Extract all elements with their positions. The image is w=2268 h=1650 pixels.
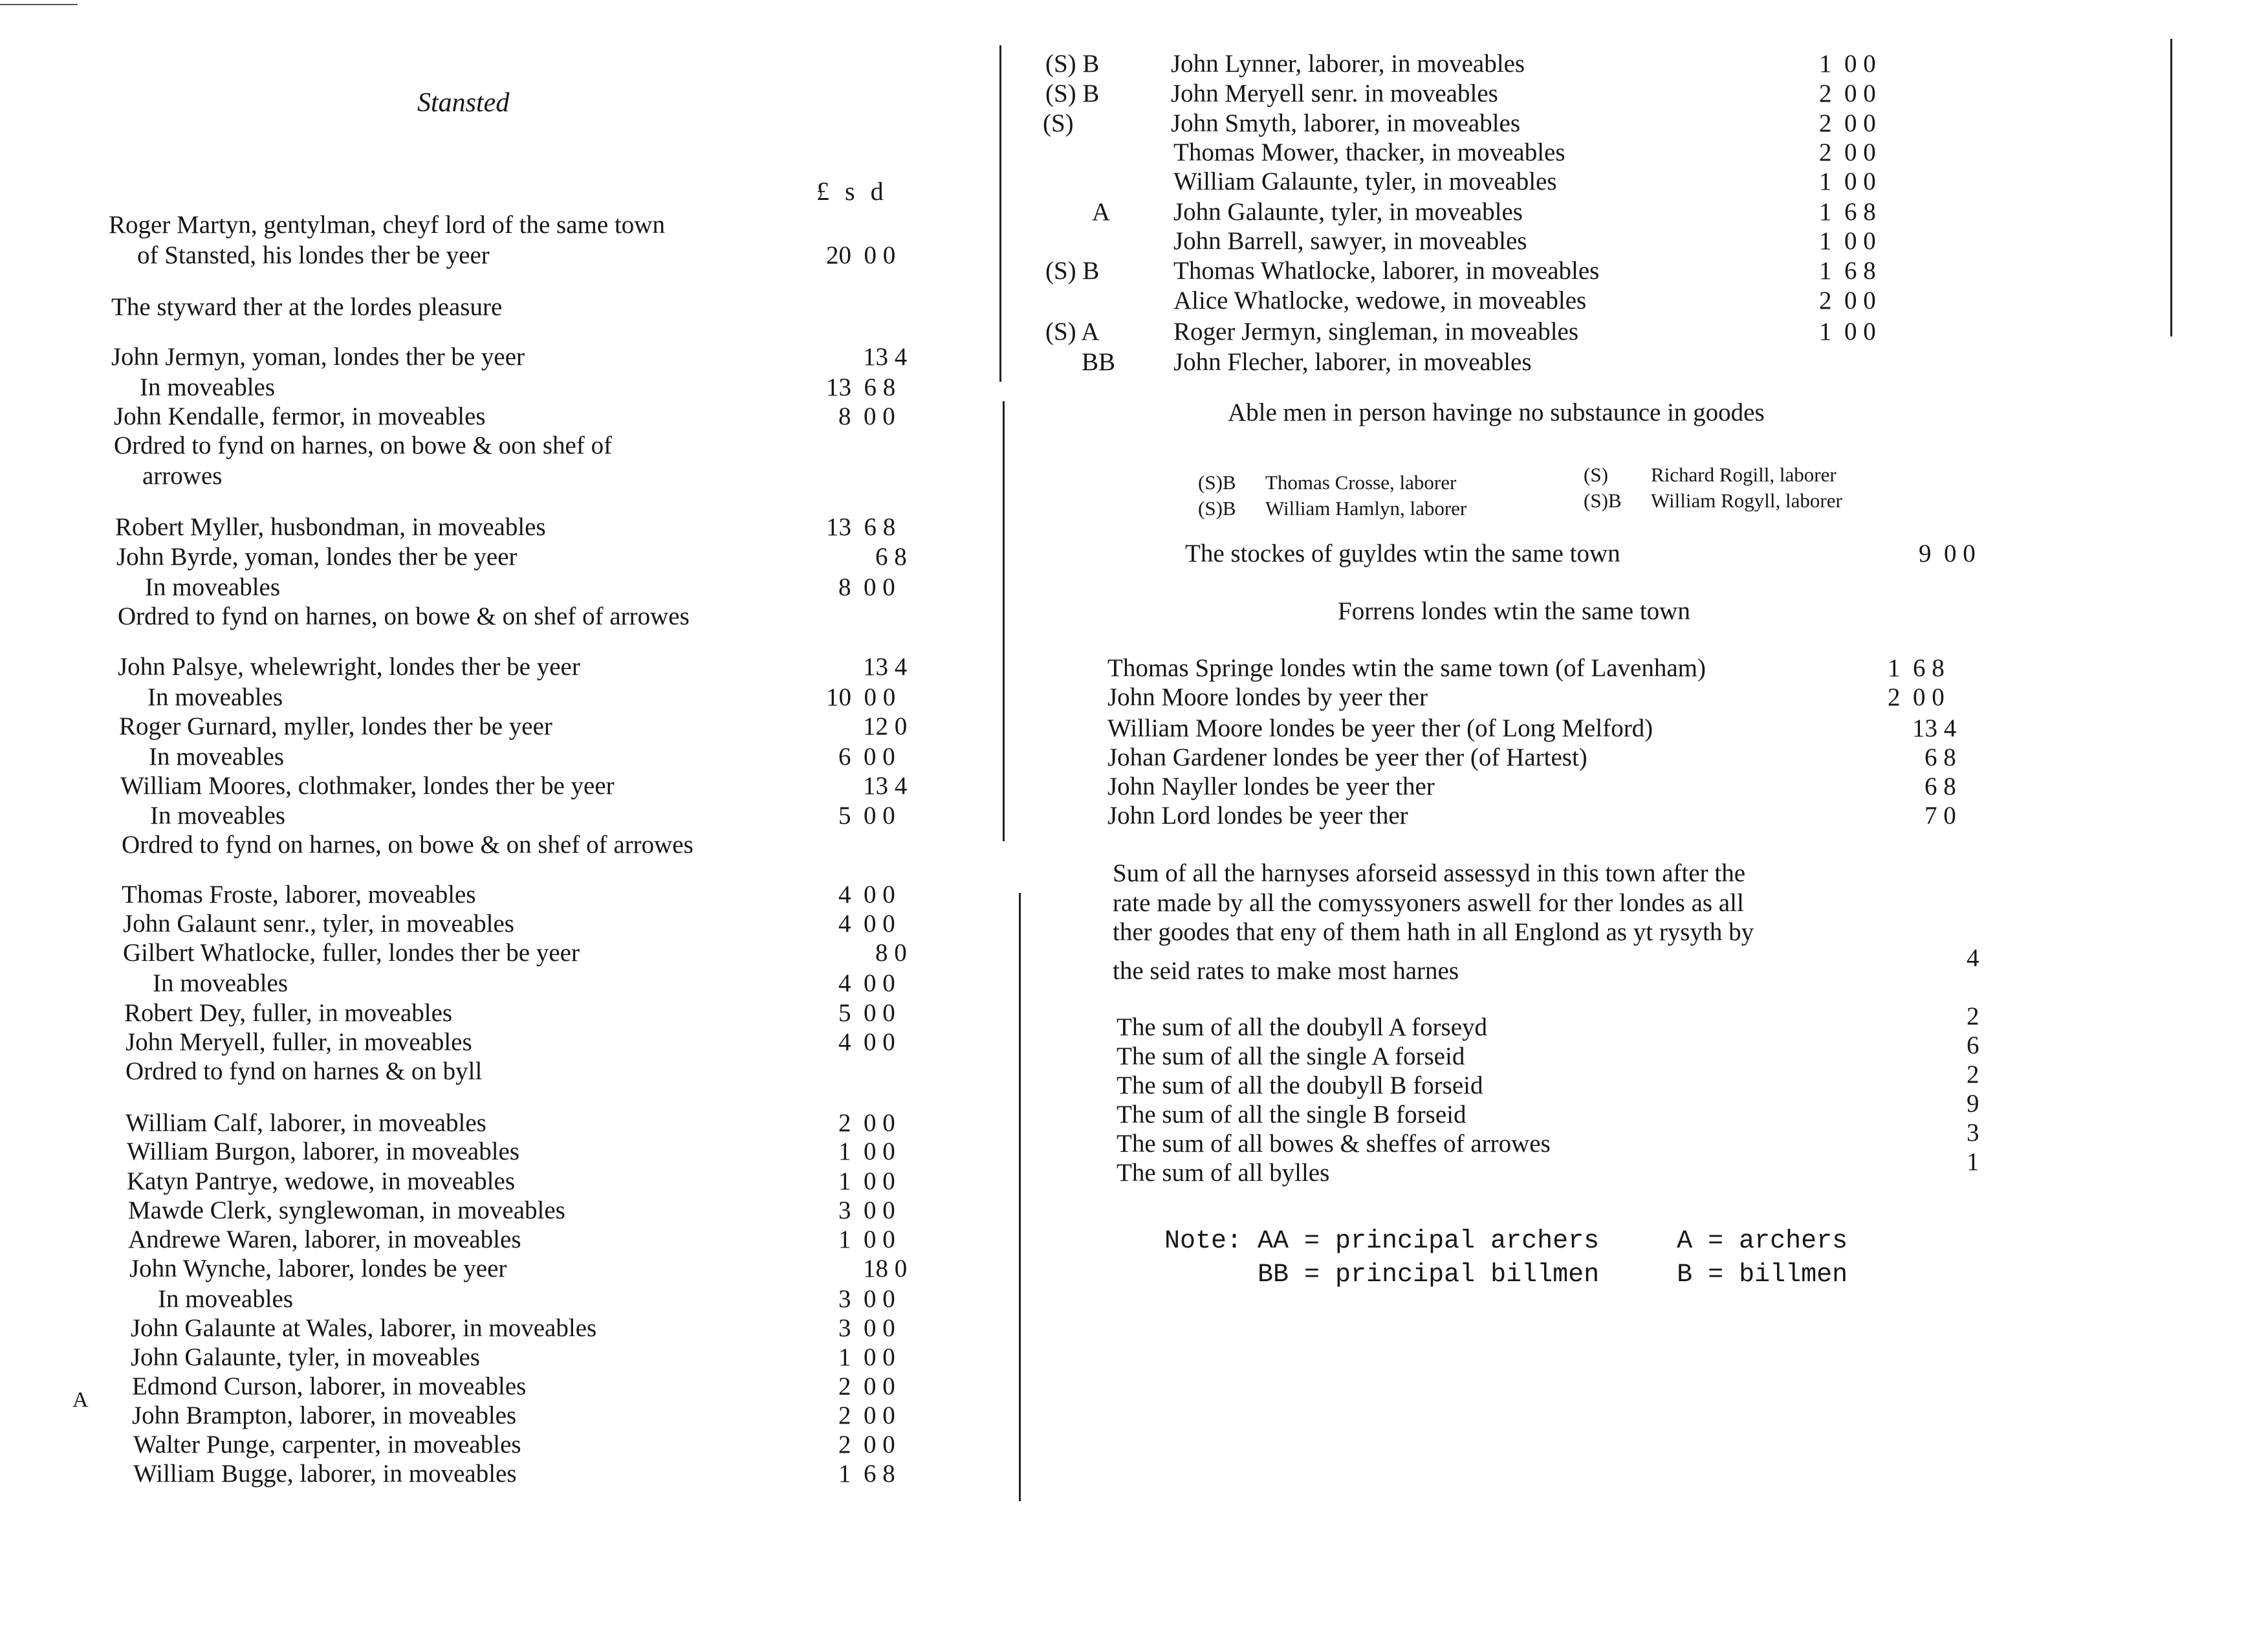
page-title: Stansted: [417, 88, 510, 118]
entry-amount: 2 0 0: [838, 1372, 895, 1400]
currency-column-headings: £ s d: [816, 177, 884, 206]
entry-amount: 1 0 0: [1819, 50, 1876, 78]
entry-text: John Brampton, laborer, in moveables: [132, 1402, 517, 1429]
forrens-amount: 13 4: [1912, 714, 1957, 742]
forrens-text: Thomas Springe londes wtin the same town (of Lavenham): [1107, 654, 1706, 682]
entry-amount: 3 0 0: [838, 1314, 895, 1342]
entry-text: arrowes: [142, 462, 223, 490]
forrens-amount: 6 8: [1925, 773, 1956, 800]
entry-amount: 2 0 0: [838, 1431, 895, 1458]
entry-amount: 13 4: [863, 772, 908, 800]
entry-label: (S) B: [1045, 50, 1100, 78]
gutter-line: [1003, 401, 1005, 841]
entry-amount: 3 0 0: [838, 1285, 895, 1313]
entry-amount: 20 0 0: [826, 241, 896, 269]
entry-text: William Calf, laborer, in moveables: [125, 1109, 486, 1137]
entry-amount: 4 0 0: [838, 881, 895, 908]
entry-amount: 4 0 0: [838, 910, 895, 938]
entry-amount: 1 0 0: [1819, 168, 1876, 195]
entry-amount: 6 0 0: [838, 743, 895, 771]
entry-text: John Galaunt senr., tyler, in moveables: [123, 910, 514, 938]
sum-paragraph-text: ther goodes that eny of them hath in all Englond as yt rysyth by: [1113, 918, 1754, 946]
entry-text: John Lynner, laborer, in moveables: [1171, 50, 1525, 78]
entry-label: (S) B: [1045, 257, 1100, 285]
entry-text: In moveables: [149, 743, 285, 771]
sum-value-text: 6: [1967, 1031, 1979, 1059]
entry-text: In moveables: [147, 683, 283, 711]
entry-amount: 1 0 0: [1819, 227, 1876, 255]
left-page: [0, 0, 1009, 1650]
entry-amount: 13 6 8: [826, 513, 896, 541]
entry-amount: 1 0 0: [838, 1343, 895, 1371]
entry-text: John Meryell, fuller, in moveables: [125, 1028, 472, 1056]
forrens-text: John Moore londes by yeer ther: [1107, 683, 1428, 711]
sum-value-text: 1: [1967, 1148, 1979, 1176]
forrens-text: John Nayller londes be yeer ther: [1107, 773, 1435, 800]
entry-amount: 1 0 0: [838, 1167, 895, 1195]
entry-text: In moveables: [150, 802, 286, 830]
entry-amount: 1 6 8: [1819, 257, 1876, 285]
entry-amount: 8 0 0: [838, 573, 895, 601]
entry-text: Ordred to fynd on harnes & on byll: [125, 1057, 483, 1085]
entry-amount: 5 0 0: [838, 802, 895, 830]
entry-amount: 1 6 8: [1819, 198, 1876, 226]
entry-amount: 8 0 0: [838, 402, 895, 430]
sum-value-text: 3: [1967, 1119, 1979, 1147]
able-man-name: Thomas Crosse, laborer: [1265, 471, 1457, 494]
sum-text: The sum of all the single B forseid: [1117, 1101, 1467, 1128]
entry-amount: 10 0 0: [826, 683, 896, 711]
entry-amount: 2 0 0: [1819, 109, 1876, 137]
forrens-text: Johan Gardener londes be yeer ther (of Hartest): [1107, 743, 1587, 771]
forrens-amount: 7 0: [1925, 802, 1956, 830]
able-man-name: Richard Rogill, laborer: [1651, 463, 1837, 486]
entry-text: of Stansted, his londes ther be yeer: [137, 241, 490, 269]
entry-amount: 2 0 0: [1819, 287, 1876, 314]
entry-text: Robert Myller, husbondman, in moveables: [115, 513, 546, 541]
entry-amount: 4 0 0: [838, 969, 895, 997]
sum-paragraph-text: the seid rates to make most harnes: [1113, 957, 1459, 985]
entry-amount: 2 0 0: [838, 1109, 895, 1137]
entry-text: John Meryell senr. in moveables: [1171, 80, 1498, 107]
entry-text: John Wynche, laborer, londes be yeer: [129, 1255, 507, 1282]
entry-amount: 2 0 0: [1819, 80, 1876, 107]
entry-amount: 1 0 0: [1819, 318, 1876, 346]
entry-text: John Flecher, laborer, in moveables: [1173, 348, 1532, 376]
entry-amount: 18 0: [863, 1255, 908, 1282]
entry-text: William Moores, clothmaker, londes ther be yeer: [120, 772, 615, 800]
sum-text: The sum of all bylles: [1117, 1159, 1330, 1187]
entry-amount: 13 4: [863, 653, 908, 681]
sum-text: The sum of all the doubyll B forseid: [1117, 1072, 1483, 1099]
entry-text: John Barrell, sawyer, in moveables: [1173, 227, 1527, 255]
entry-text: Ordred to fynd on harnes, on bowe & on shef of arrowes: [118, 602, 690, 630]
entry-text: In moveables: [140, 373, 276, 401]
entry-text: John Jermyn, yoman, londes ther be yeer: [111, 343, 525, 371]
entry-text: Mawde Clerk, synglewoman, in moveables: [128, 1196, 565, 1224]
entry-text: Thomas Mower, thacker, in moveables: [1173, 138, 1565, 166]
margin-mark: A: [72, 1388, 89, 1412]
entry-label: (S): [1043, 109, 1074, 137]
entry-text: Gilbert Whatlocke, fuller, londes ther be yeer: [123, 939, 580, 967]
entry-text: John Galaunte, tyler, in moveables: [1173, 198, 1523, 226]
scan-mark: [0, 4, 78, 5]
entry-text: Andrewe Waren, laborer, in moveables: [128, 1226, 521, 1253]
able-man-label: (S)B: [1584, 489, 1622, 512]
sum-value-text: 2: [1967, 1002, 1979, 1030]
entry-amount: 1 0 0: [838, 1226, 895, 1253]
entry-label: BB: [1082, 348, 1116, 376]
entry-amount: 13 6 8: [826, 373, 896, 401]
right-page: (S) B John Lynner, laborer, in moveables 1 0 0 (S) B John Meryell senr. in moveables 2 0 0 (S) John Smyth, laborer, in moveables 2 0 0 Thomas Mower, thacker, in moveables 2 0 0 William Galaunte, tyler, in moveables 1 0 0 A John Galaunte, tyler, in moveables 1 6 8 John Barrell, sawyer, in moveables 1 0 0 (S) B Thomas Whatlocke, laborer, in moveables 1 6 8 Alice Whatlocke, wedowe, in moveables 2 0 0 (S) A Roger Jermyn, singleman, in moveables 1 0 0 BB John Flecher, laborer, in moveables Able men in person havinge no substaunce in goodes (S)B Thomas Crosse, laborer (S)B William Hamlyn, laborer (S) Richard Rogill, laborer (S)B William Rogyll, laborer The stockes of guyldes wtin the same town 9 0 0 Forrens londes wtin the same town Thomas Springe londes wtin the same town (of Lavenham) 1 6 8 John Moore londes by yeer ther 2 0 0 William Moore londes be yeer ther (of Long Melford) 13 4 Johan Gardener londes be yeer ther (of Hartest) 6 8 John Nayller londes be yeer ther 6 8 John Lord londes be yeer ther 7 0 Sum of all the harnyses aforseid assessyd in this town after the rate made by all the comyssyoners aswell for ther londes as all ther goodes that eny of them hath in all Englond as yt rysyth by the seid rates to make most harnes 4 The sum of all the doubyll A forseyd 2 The sum of all the single A forseid 6 The sum of all the doubyll B forseid 2 The sum of all the single B forseid 9 The sum of all bowes & sheffes of arrowes 3 The sum of all bylles 1 Note: AA = principal archers A = archers BB = principal billmen B = billmen: [1009, 0, 2268, 1650]
entry-text: Thomas Whatlocke, laborer, in moveables: [1173, 257, 1600, 285]
entry-text: Walter Punge, carpenter, in moveables: [133, 1431, 521, 1458]
entry-amount: 5 0 0: [838, 999, 895, 1027]
entry-label: (S) A: [1045, 318, 1100, 346]
entry-text: Katyn Pantrye, wedowe, in moveables: [127, 1167, 516, 1195]
gutter-line: [999, 45, 1001, 382]
entry-text: Roger Gurnard, myller, londes ther be yeer: [119, 712, 552, 740]
sum-value-text: 2: [1967, 1061, 1979, 1088]
entry-text: William Burgon, laborer, in moveables: [127, 1138, 520, 1165]
entry-amount: 1 6 8: [838, 1460, 895, 1488]
entry-amount: 1 0 0: [838, 1138, 895, 1165]
entry-text: John Palsye, whelewright, londes ther be yeer: [118, 653, 580, 681]
entry-text: Alice Whatlocke, wedowe, in moveables: [1173, 287, 1587, 314]
entry-text: John Galaunte, tyler, in moveables: [131, 1343, 480, 1371]
entry-amount: 6 8: [875, 543, 907, 571]
note-line-1: Note: AA = principal archers A = archers: [1164, 1227, 1848, 1256]
entry-text: John Smyth, laborer, in moveables: [1171, 109, 1521, 137]
sum-text: The sum of all the single A forseid: [1117, 1042, 1465, 1070]
entry-text: In moveables: [153, 969, 289, 997]
entry-amount: 2 0 0: [838, 1402, 895, 1429]
entry-text: Thomas Froste, laborer, moveables: [122, 881, 476, 908]
sum-paragraph-text: Sum of all the harnyses aforseid assessyd in this town after the: [1113, 859, 1746, 887]
able-man-label: (S)B: [1198, 471, 1236, 494]
entry-amount: 3 0 0: [838, 1196, 895, 1224]
entry-text: Ordred to fynd on harnes, on bowe & oon shef of: [114, 432, 613, 459]
entry-amount: 4 0 0: [838, 1028, 895, 1056]
entry-text: Edmond Curson, laborer, in moveables: [132, 1372, 527, 1400]
able-man-label: (S): [1584, 463, 1608, 486]
sum-value-text: 9: [1967, 1090, 1979, 1117]
entry-label: A: [1092, 198, 1111, 226]
entry-text: Robert Dey, fuller, in moveables: [124, 999, 453, 1027]
entry-text: John Byrde, yoman, londes ther be yeer: [116, 543, 518, 571]
forrens-amount: 6 8: [1925, 743, 1956, 771]
forrens-text: William Moore londes be yeer ther (of Long Melford): [1107, 714, 1653, 742]
entry-amount: 8 0: [875, 939, 907, 967]
forrens-text: John Lord londes be yeer ther: [1107, 802, 1408, 830]
entry-text: John Kendalle, fermor, in moveables: [114, 402, 486, 430]
sum-text: The sum of all the doubyll A forseyd: [1117, 1013, 1488, 1041]
entry-text: Roger Jermyn, singleman, in moveables: [1173, 318, 1579, 346]
entry-text: William Bugge, laborer, in moveables: [133, 1460, 517, 1488]
able-man-label: (S)B: [1198, 497, 1236, 520]
forrens-amount: 2 0 0: [1888, 683, 1945, 711]
entry-text: In moveables: [145, 573, 281, 601]
forrens-amount: 1 6 8: [1888, 654, 1945, 682]
sum-paragraph-text: rate made by all the comyssyoners aswell for ther londes as all: [1113, 889, 1744, 917]
entry-text: The styward ther at the lordes pleasure: [111, 293, 503, 321]
entry-text: John Galaunte at Wales, laborer, in moveables: [131, 1314, 597, 1342]
entry-amount: 13 4: [863, 343, 908, 371]
entry-text: William Galaunte, tyler, in moveables: [1173, 168, 1557, 195]
note-line-2: BB = principal billmen B = billmen: [1164, 1260, 1848, 1290]
entry-label: (S) B: [1045, 80, 1100, 107]
entry-text: Roger Martyn, gentylman, cheyf lord of the same town: [109, 211, 665, 239]
entry-text: Ordred to fynd on harnes, on bowe & on shef of arrowes: [122, 831, 693, 859]
able-man-name: William Rogyll, laborer: [1651, 489, 1842, 512]
sum-text: The sum of all bowes & sheffes of arrowes: [1117, 1130, 1551, 1158]
entry-text: In moveables: [158, 1285, 294, 1313]
entry-amount: 12 0: [863, 712, 908, 740]
able-man-name: William Hamlyn, laborer: [1265, 497, 1467, 520]
entry-amount: 2 0 0: [1819, 138, 1876, 166]
